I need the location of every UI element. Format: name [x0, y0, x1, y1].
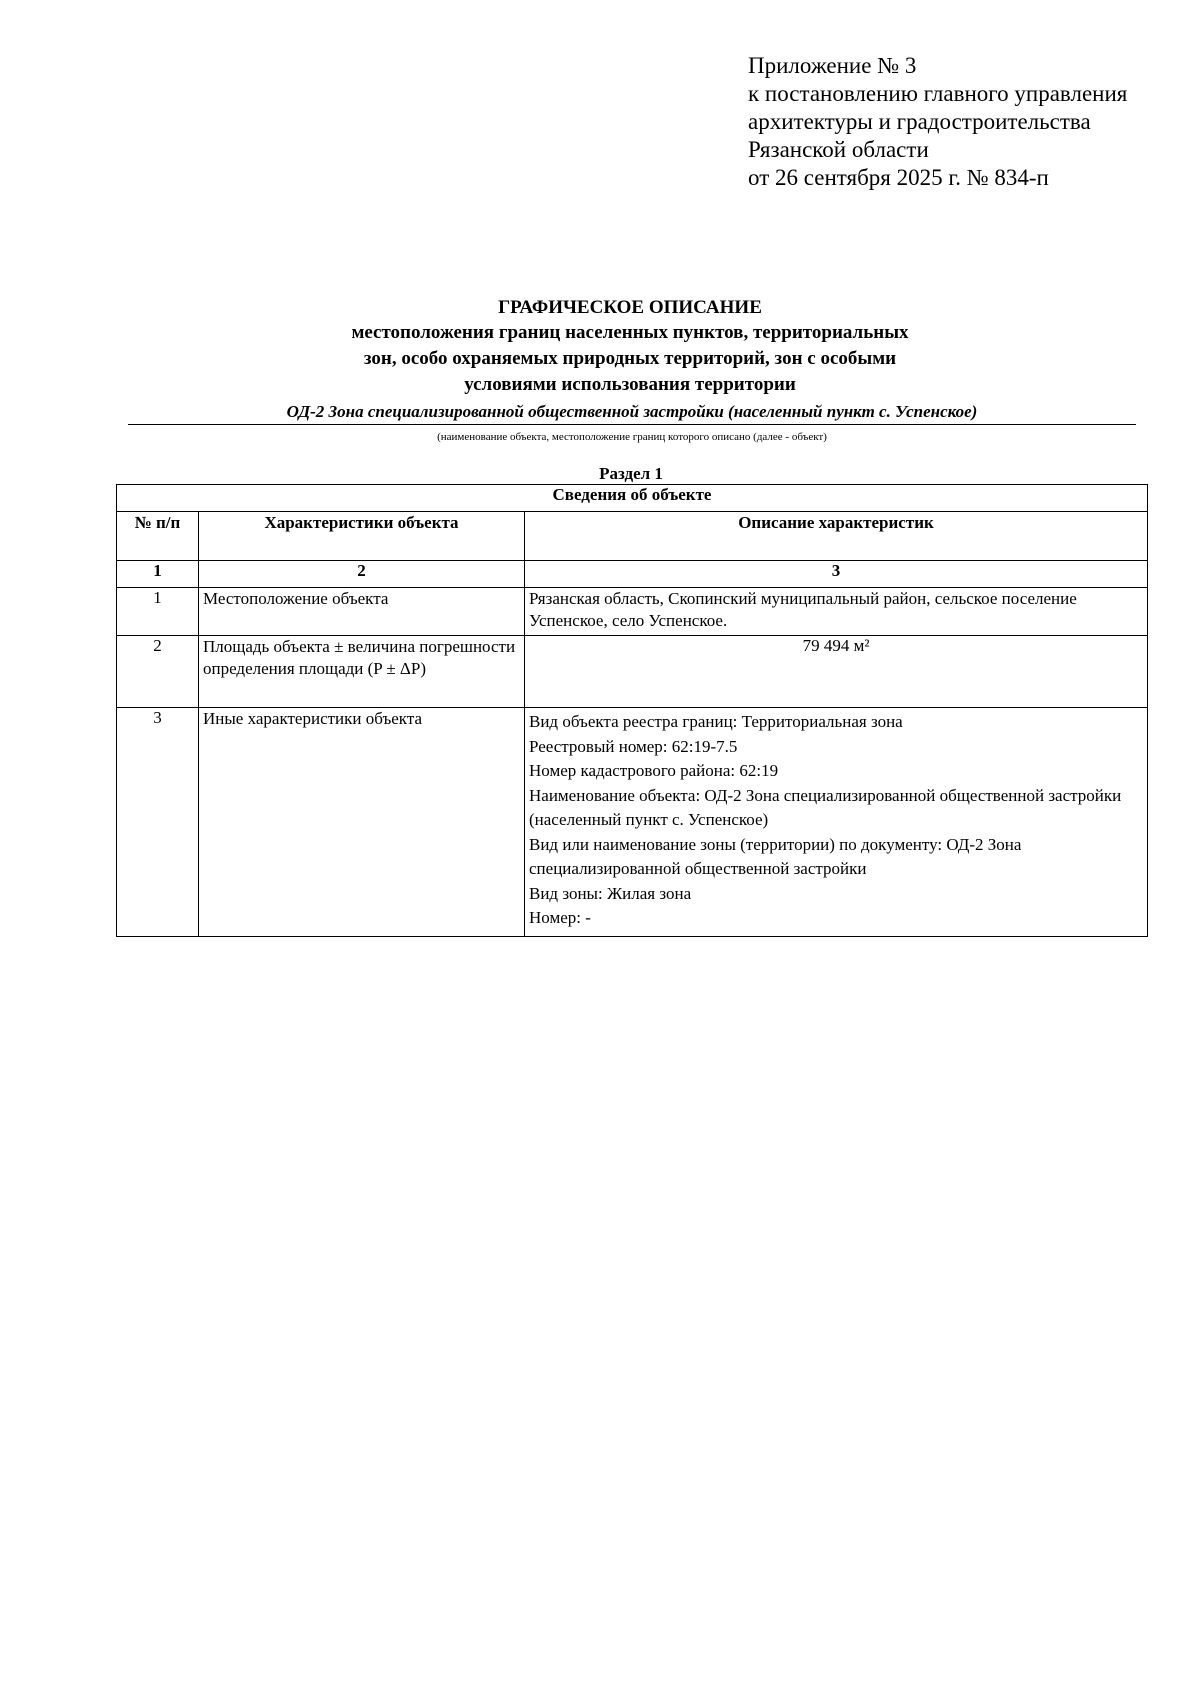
- detail-line: Реестровый номер: 62:19-7.5: [529, 736, 738, 756]
- title-subtitle-line: условиями использования территории: [464, 374, 796, 395]
- appendix-line: архитектуры и градостроительства: [748, 109, 1091, 134]
- row-characteristic: Местоположение объекта: [199, 588, 525, 636]
- section-title: Раздел 1: [599, 464, 663, 483]
- header-description: Описание характеристик: [525, 512, 1148, 561]
- table-caption: Сведения об объекте: [117, 485, 1148, 512]
- row-characteristic: Иные характеристики объекта: [199, 708, 525, 937]
- appendix-line: от 26 сентября 2025 г. № 834-п: [748, 165, 1049, 190]
- row-number: 1: [117, 588, 199, 636]
- object-info-table: [116, 484, 1148, 937]
- detail-line: Вид объекта реестра границ: Территориальная зона: [529, 712, 903, 731]
- header-characteristic: Характеристики объекта: [199, 512, 525, 561]
- table-row: [117, 708, 1148, 937]
- object-name-caption: (наименование объекта, местоположение границ которого описано (далее - объект): [437, 431, 827, 443]
- table-row: [117, 588, 1148, 636]
- title-subtitle-line: местоположения границ населенных пунктов, территориальных: [351, 322, 909, 343]
- appendix-line: к постановлению главного управления: [748, 81, 1128, 106]
- appendix-line: Рязанской области: [748, 137, 929, 162]
- detail-line: Вид или наименование зоны (территории) по документу: ОД-2 Зона специализированной общественной застройки: [529, 834, 1022, 878]
- document-title: [120, 296, 1140, 398]
- row-description: [525, 708, 1148, 937]
- detail-line: Номер: -: [529, 908, 591, 927]
- row-number: 2: [117, 636, 199, 708]
- row-description: Рязанская область, Скопинский муниципальный район, сельское поселение Успенское, село Успенское.: [525, 588, 1148, 636]
- object-name: ОД-2 Зона специализированной общественной застройки (населенный пункт с. Успенское): [128, 401, 1136, 425]
- detail-line: Номер кадастрового района: 62:19: [529, 761, 779, 780]
- column-number: 2: [199, 561, 525, 588]
- details-list: [529, 708, 1143, 936]
- row-number: 3: [117, 708, 199, 937]
- detail-line: Вид зоны: Жилая зона: [529, 883, 692, 903]
- detail-line: Наименование объекта: ОД-2 Зона специализированной общественной застройки (населенный пункт с. Успенское): [529, 785, 1122, 829]
- title-subtitle-line: зон, особо охраняемых природных территорий, зон с особыми: [363, 348, 897, 369]
- header-num: № п/п: [117, 512, 199, 561]
- column-number: 3: [525, 561, 1148, 588]
- appendix-block: [748, 52, 1127, 192]
- row-description: 79 494 м²: [525, 636, 1148, 708]
- column-number: 1: [117, 561, 199, 588]
- row-characteristic: Площадь объекта ± величина погрешности определения площади (P ± ΔP): [199, 636, 525, 708]
- appendix-line: Приложение № 3: [748, 53, 917, 78]
- title-main: ГРАФИЧЕСКОЕ ОПИСАНИЕ: [498, 297, 762, 318]
- table-row: [117, 636, 1148, 708]
